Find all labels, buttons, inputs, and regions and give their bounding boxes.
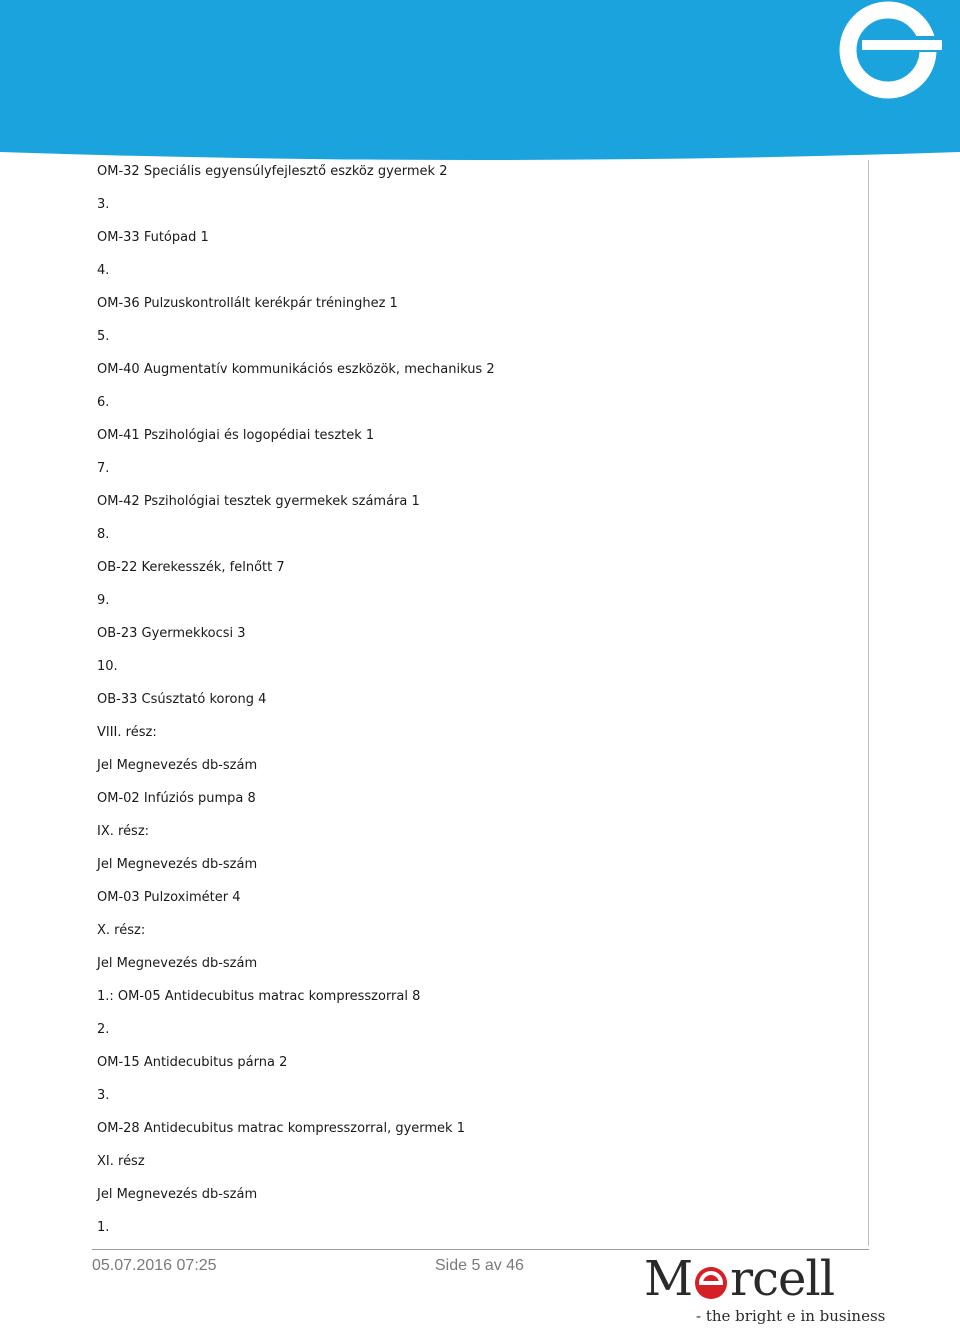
document-line: 1.: OM-05 Antidecubitus matrac kompresszorral 8 [97, 989, 421, 1004]
brand-e-icon [692, 1252, 730, 1306]
footer-page-number: Side 5 av 46 [435, 1257, 524, 1274]
document-line: OB-22 Kerekesszék, felnőtt 7 [97, 560, 285, 575]
document-line: X. rész: [97, 923, 146, 938]
document-lines [97, 163, 857, 1252]
document-line: Jel Megnevezés db-szám [97, 1187, 258, 1202]
header-band [0, 0, 960, 160]
document-line: 3. [97, 197, 110, 212]
document-line: 9. [97, 593, 110, 608]
document-line: 2. [97, 1022, 110, 1037]
document-line: 1. [97, 1220, 110, 1235]
document-line: 7. [97, 461, 110, 476]
brand-logo [640, 1251, 886, 1328]
document-line: 10. [97, 659, 118, 674]
document-line: 4. [97, 263, 110, 278]
brand-rest: rcell [730, 1251, 835, 1307]
header-wave [0, 0, 960, 160]
document-line: 8. [97, 527, 110, 542]
brand-first-letter: M [644, 1251, 693, 1307]
document-line: OB-33 Csúsztató korong 4 [97, 692, 267, 707]
document-line: OM-28 Antidecubitus matrac kompresszorral, gyermek 1 [97, 1121, 465, 1136]
document-line: OM-02 Infúziós pumpa 8 [97, 791, 256, 806]
document-line: OM-03 Pulzoximéter 4 [97, 890, 241, 905]
document-line: OM-33 Futópad 1 [97, 230, 209, 245]
footer-divider [92, 1249, 869, 1250]
header-graphic [0, 0, 960, 160]
document-line: XI. rész [97, 1154, 145, 1169]
document-line: IX. rész: [97, 824, 150, 839]
footer-timestamp: 05.07.2016 07:25 [92, 1257, 217, 1274]
document-line: Jel Megnevezés db-szám [97, 857, 258, 872]
document-line: VIII. rész: [97, 725, 157, 740]
document-line: OM-41 Pszihológiai és logopédiai tesztek 1 [97, 428, 375, 443]
brand-tagline: - the bright e in business [696, 1307, 886, 1325]
document-line: OM-40 Augmentatív kommunikációs eszközök, mechanikus 2 [97, 362, 495, 377]
brand-name [644, 1252, 834, 1306]
document-line: OM-36 Pulzuskontrollált kerékpár tréninghez 1 [97, 296, 398, 311]
document-line: OM-15 Antidecubitus párna 2 [97, 1055, 288, 1070]
document-line: Jel Megnevezés db-szám [97, 956, 258, 971]
document-line: 6. [97, 395, 110, 410]
document-line: OM-42 Pszihológiai tesztek gyermekek számára 1 [97, 494, 420, 509]
document-line: Jel Megnevezés db-szám [97, 758, 258, 773]
document-line: 5. [97, 329, 110, 344]
document-line: OB-23 Gyermekkocsi 3 [97, 626, 246, 641]
document-line: 3. [97, 1088, 110, 1103]
document-line: OM-32 Speciális egyensúlyfejlesztő eszköz gyermek 2 [97, 164, 448, 179]
